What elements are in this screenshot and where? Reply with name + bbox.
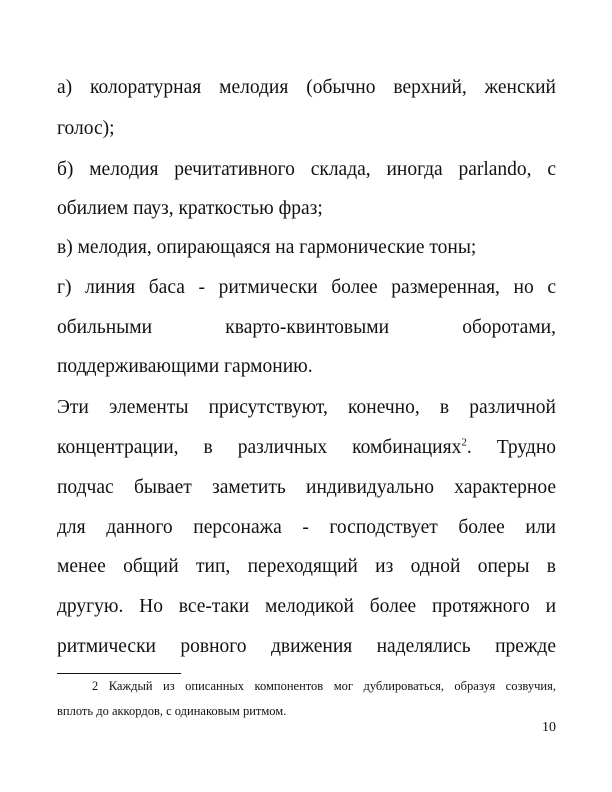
body-line-14: другую. Но все-таки мелодикой более протяжного и	[57, 596, 556, 617]
footnote-reference: 2	[461, 436, 467, 449]
body-line-4: обилием пауз, краткостью фраз;	[57, 198, 323, 219]
body-line-13: менее общий тип, переходящий из одной оперы в	[57, 556, 556, 577]
body-line-10	[57, 436, 556, 460]
body-line-3: б) мелодия речитативного склада, иногда parlando, с	[57, 159, 556, 180]
page-number: 10	[542, 720, 556, 735]
body-line-6: г) линия баса - ритмически более размеренная, но с	[57, 277, 556, 298]
body-line-1: а) колоратурная мелодия (обычно верхний, женский	[57, 77, 556, 98]
body-line-11: подчас бывает заметить индивидуально характерное	[57, 477, 556, 498]
body-line-10-text: концентрации, в различных комбинациях	[57, 437, 462, 458]
body-line-2: голос);	[57, 118, 115, 139]
footnote-separator	[57, 673, 181, 674]
footnote-line-2: вплоть до аккордов, с одинаковым ритмом.	[57, 704, 287, 718]
footnote-line-1: 2 Каждый из описанных компонентов мог дублироваться, образуя созвучия,	[92, 679, 556, 693]
body-line-15: ритмически ровного движения наделялись прежде	[57, 636, 556, 657]
body-line-10-tail: . Трудно	[466, 437, 557, 458]
body-line-7: обильными кварто-квинтовыми оборотами,	[57, 317, 556, 338]
body-line-12: для данного персонажа - господствует более или	[57, 517, 556, 538]
body-line-8: поддерживающими гармонию.	[57, 356, 313, 377]
body-line-9: Эти элементы присутствуют, конечно, в различной	[57, 397, 556, 418]
body-line-5: в) мелодия, опирающаяся на гармонические тоны;	[57, 237, 477, 258]
